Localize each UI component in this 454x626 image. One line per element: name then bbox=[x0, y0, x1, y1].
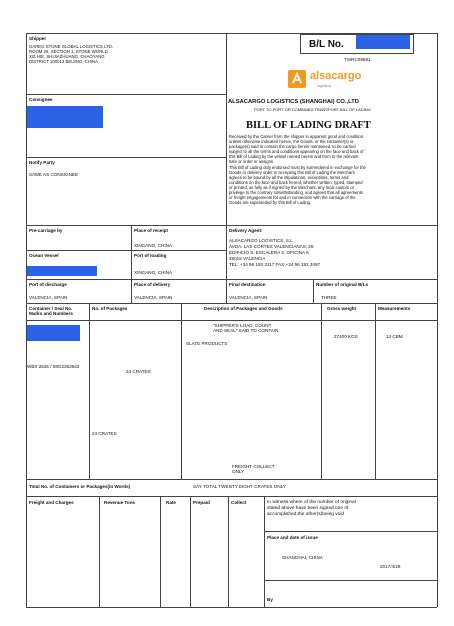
shipper-line-3: XIZ HIE, SHIJIAZHUANG, CHAOYANG bbox=[29, 54, 105, 59]
signature-label: By bbox=[267, 597, 273, 602]
consignee-label: Consignee bbox=[29, 97, 53, 102]
marks-redaction bbox=[27, 325, 80, 341]
marks-header: Container / Seal No. Marks and Numbers bbox=[29, 306, 73, 317]
divider-routing-v1 bbox=[131, 225, 132, 303]
shipper-line-1: GAREG STONE GLOBAL LOGISTICS LTD. bbox=[29, 44, 113, 49]
divider-routing-1 bbox=[26, 225, 437, 226]
issue-date: 2017/4/28 bbox=[380, 564, 401, 569]
total-label: Total No. of Containers or Packages(in Words) bbox=[29, 484, 131, 489]
total-value: SAY TOTAL TWENTY EIGHT CRATES ONLY bbox=[193, 484, 286, 489]
divider-routing-v2 bbox=[226, 225, 227, 303]
final-destination-value: VALENCIA, SPAIN bbox=[229, 295, 268, 300]
pallet-count: 24 CRATES bbox=[92, 431, 117, 436]
delivery-agent-label: Delivery Agent: bbox=[229, 228, 263, 233]
divider-total-top bbox=[26, 479, 437, 480]
prepaid-header: Prepaid bbox=[193, 500, 210, 505]
issue-place: SHANGHAI, CHINA bbox=[282, 555, 323, 560]
consignee-redaction bbox=[27, 106, 103, 128]
shipper-line-2: ROOM 26, SECTION 1, STONE WORLD bbox=[29, 49, 108, 54]
gross-weight-header: Gross weight bbox=[327, 306, 357, 311]
divider-issue-top bbox=[264, 531, 437, 532]
pre-carriage-label: Pre-carriage by bbox=[29, 228, 63, 233]
witness-clause: In witness where of the number of original stated above have been signed,one of accomplished,the other(s)being void bbox=[267, 500, 356, 518]
freight-term: FREIGHT COLLECT ONLY bbox=[232, 464, 275, 475]
divider-total-bottom bbox=[26, 496, 437, 497]
shipper-label: Shipper bbox=[29, 36, 47, 41]
final-destination-label: Final destination bbox=[229, 282, 266, 287]
bl-number-label: B/L No. bbox=[309, 39, 344, 50]
divider-consignee bbox=[26, 157, 226, 158]
revenue-tons-header: Revenue Tons bbox=[104, 500, 136, 505]
divider-freight-v4 bbox=[228, 496, 229, 607]
divider-cargo-v4 bbox=[375, 303, 376, 479]
freight-charges-header: Freight and Charges bbox=[29, 500, 74, 505]
bl-number-redaction bbox=[356, 35, 410, 49]
divider-cargo-v3 bbox=[321, 303, 322, 479]
divider-mid-vertical bbox=[226, 33, 227, 225]
divider-shipper bbox=[26, 94, 226, 95]
divider-signature-top bbox=[264, 580, 437, 581]
divider-routing-3 bbox=[26, 279, 437, 280]
goods-description: SLATE PRODUCTS bbox=[186, 341, 228, 346]
delivery-agent-line-4: 46015 VALENCIA bbox=[229, 256, 266, 261]
divider-cargo-v2 bbox=[181, 303, 182, 479]
rate-header: Rate bbox=[166, 500, 176, 505]
measurement-value: 14 CBM bbox=[386, 334, 403, 339]
carrier-name: ALSACARGO LOGISTICS (SHANGHAI) CO.,LTD bbox=[228, 99, 359, 105]
issue-label: Place and date of issue bbox=[267, 535, 318, 540]
collect-header: Collect bbox=[231, 500, 247, 505]
place-of-receipt-label: Place of receipt bbox=[134, 228, 168, 233]
divider-routing-2 bbox=[26, 250, 226, 251]
alsacargo-logo-icon bbox=[288, 70, 306, 88]
notify-label: Notify Party bbox=[29, 160, 55, 165]
gross-weight-value: 27400 KGS bbox=[334, 334, 358, 339]
place-of-delivery-label: Place of delivery bbox=[134, 282, 171, 287]
shipper-load-note: "SHIPPER'S LOAD, COUNT AND SEAL" SAID TO CONTAIN bbox=[213, 323, 279, 334]
bl-reference: TSIRC09881 bbox=[344, 57, 371, 62]
delivery-agent-line-5: TEL: +34 96 193 3117 FAX +34 96 193 3497 bbox=[229, 262, 321, 267]
carrier-subtitle: PORT TO PORT OR COMBINED TRANSPORT BILL OF LADING bbox=[254, 107, 371, 112]
divider-routing-v3 bbox=[313, 279, 314, 303]
shipper-line-4: DISTRICT 100013 BEIJING, CHINA bbox=[29, 59, 98, 64]
port-of-loading-value: XINGANG, CHINA bbox=[134, 270, 173, 275]
port-of-discharge-value: VALENCIA, SPAIN bbox=[29, 295, 68, 300]
ocean-vessel-redaction bbox=[27, 266, 97, 276]
border-right bbox=[437, 33, 438, 607]
terms-text: Received by the Carrier from the shipper in apparent good and condition unless otherwise indicated herein, the Goods, or the container(s) or package(s) said to contain the cargo herein mentioned, to be carried subject to all the terms and conditions appearing on the face and back of this Bill of Lading by the vessel named herein and from to the relevant safe or order or assigns. This Bill of Lading duly endorsed must by surrendered in exchange for the Goods or delivery order.In accepting this Bill of Lading the Merchant agrees to be bound by all the stipulations, exceptions, terms and conditions on the face and back hereof, whether written, typed, stamped or printed, as fully as if signed by the Merchant, any local custom or privilege to the contrary notwithstanding, and agrees that all agreements or freight engagements for and in connection with the carriage of the Goods are superseded by this Bill of Lading. bbox=[229, 134, 366, 206]
measurement-header: Measurements bbox=[378, 306, 411, 311]
number-of-originals-label: Number of original B/Ls bbox=[316, 282, 369, 287]
divider-freight-v2 bbox=[160, 496, 161, 607]
divider-freight-v5 bbox=[264, 496, 265, 607]
logo-subtitle: logistics bbox=[317, 83, 332, 88]
delivery-agent-line-1: ALSACARGO LOGISTICS, S.L. bbox=[229, 238, 295, 243]
place-of-receipt-value: XINGANG, CHINA bbox=[134, 243, 173, 248]
package-count: 24 CRATES bbox=[126, 369, 151, 374]
logo-wordmark: alsacargo bbox=[310, 70, 362, 82]
port-of-loading-label: Port of loading bbox=[134, 253, 167, 258]
port-of-discharge-label: Port of discharge bbox=[29, 282, 67, 287]
place-of-delivery-value: VALENCIA, SPAIN bbox=[134, 295, 173, 300]
delivery-agent-line-3: EDIFICIO S. ESCALERA 2, OFICINA 6 bbox=[229, 250, 309, 255]
notify-value: SAME AS CONSIGNEE bbox=[29, 172, 79, 177]
container-number: WBX 2635 / 08G2363643 bbox=[27, 364, 80, 369]
delivery-agent-line-2: AVDA. LAS CORTES VALENCIANAS, 26 bbox=[229, 244, 314, 249]
divider-freight-v3 bbox=[190, 496, 191, 607]
border-bottom bbox=[26, 607, 437, 608]
divider-cargo-v1 bbox=[89, 303, 90, 479]
packages-header: No. of Packages bbox=[92, 306, 128, 311]
divider-freight-v1 bbox=[99, 496, 100, 607]
number-of-originals-value: THREE bbox=[321, 295, 337, 300]
document-title: BILL OF LADING DRAFT bbox=[246, 120, 371, 131]
ocean-vessel-label: Ocean Vessel bbox=[29, 253, 59, 258]
description-header: Description of Packages and Goods bbox=[204, 306, 283, 311]
